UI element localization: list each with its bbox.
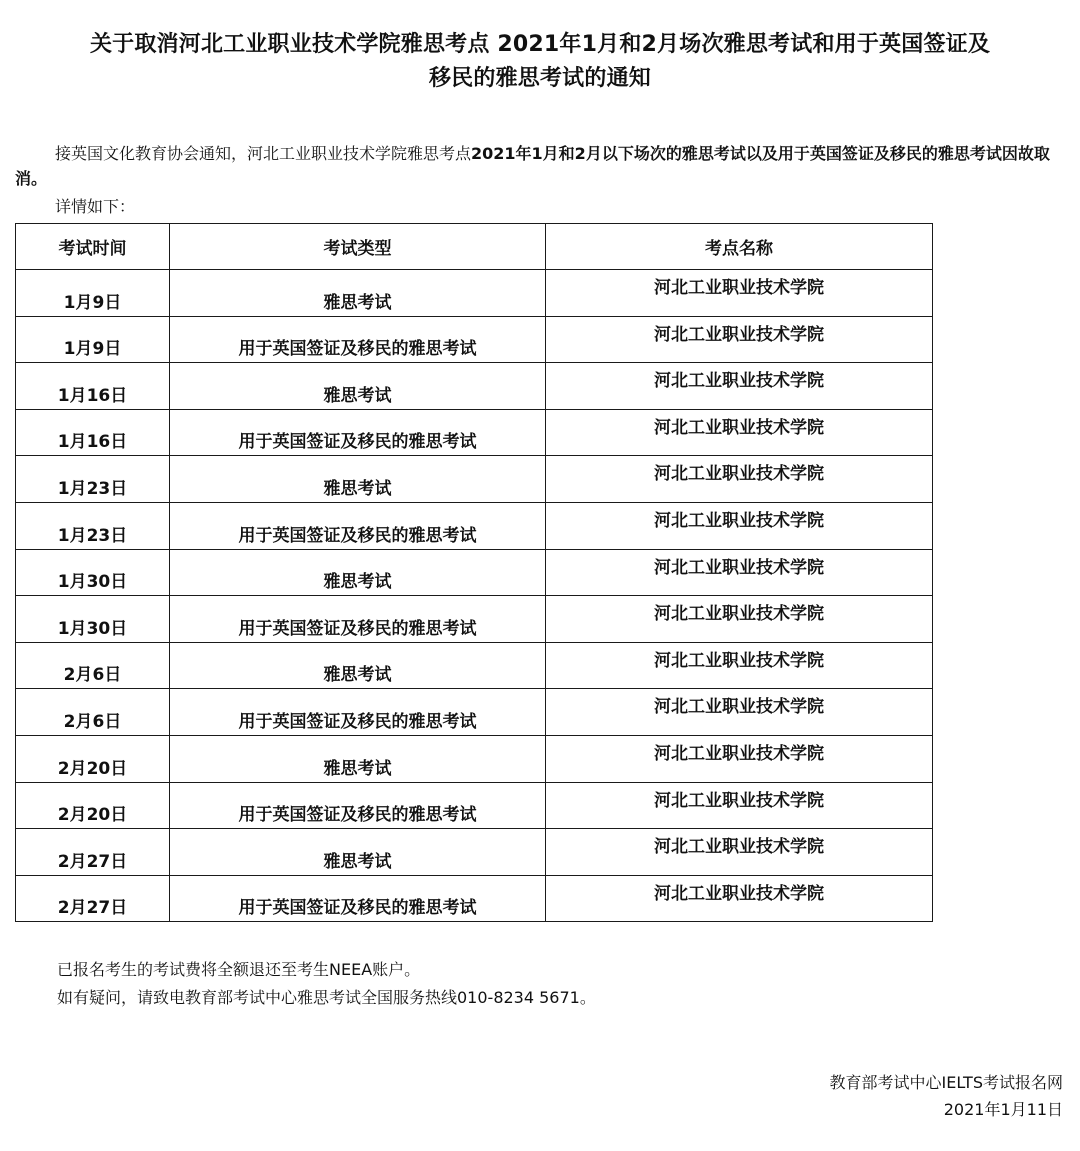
venue-name-cell — [546, 782, 933, 829]
header-venue-name: 考点名称 — [546, 224, 933, 270]
venue-name-cell-text: 河北工业职业技术学院 — [654, 371, 824, 392]
table-row — [16, 549, 933, 596]
footer-notes — [57, 956, 596, 1012]
table-body — [16, 270, 933, 922]
exam-date-cell — [16, 642, 170, 689]
exam-type-cell — [170, 689, 546, 736]
venue-name-cell-text: 河北工业职业技术学院 — [654, 743, 824, 764]
exam-date-cell — [16, 829, 170, 876]
exam-date-cell — [16, 316, 170, 363]
details-label: 详情如下： — [55, 197, 136, 216]
venue-name-cell — [546, 316, 933, 363]
intro-text: 接英国文化教育协会通知，河北工业职业技术学院雅思考点 — [55, 144, 472, 163]
table-row — [16, 642, 933, 689]
exam-type-cell — [170, 642, 546, 689]
exam-type-cell-text: 雅思考试 — [323, 665, 392, 686]
venue-name-cell — [546, 689, 933, 736]
exam-date-cell-text: 1月23日 — [57, 478, 128, 499]
exam-date-cell — [16, 782, 170, 829]
exam-date-cell — [16, 502, 170, 549]
venue-name-cell-text: 河北工业职业技术学院 — [654, 464, 824, 485]
venue-name-cell-text: 河北工业职业技术学院 — [654, 883, 824, 904]
exam-type-cell — [170, 316, 546, 363]
refund-note: 已报名考生的考试费将全额退还至考生NEEA账户。 — [57, 960, 421, 979]
venue-name-cell-text: 河北工业职业技术学院 — [654, 278, 824, 298]
intro-bold-text: 2021年1月和2月以下场次的雅思考试以及用于英国签证及移民的雅思考试因故取消。 — [15, 144, 1050, 188]
venue-name-cell — [546, 596, 933, 643]
exam-date-cell-text: 2月6日 — [63, 711, 122, 732]
exam-type-cell — [170, 409, 546, 456]
notice-title — [20, 28, 1060, 96]
exam-date-cell — [16, 456, 170, 503]
notice-title-line-2: 移民的雅思考试的通知 — [428, 66, 651, 91]
exam-type-cell-text: 用于英国签证及移民的雅思考试 — [238, 339, 477, 360]
exam-date-cell — [16, 363, 170, 410]
venue-name-cell-text: 河北工业职业技术学院 — [654, 510, 824, 531]
exam-type-cell-text: 雅思考试 — [323, 758, 392, 779]
exam-type-cell-text: 用于英国签证及移民的雅思考试 — [238, 525, 477, 546]
venue-name-cell-text: 河北工业职业技术学院 — [654, 604, 824, 625]
exam-date-cell-text: 2月27日 — [57, 898, 128, 919]
venue-name-cell — [546, 549, 933, 596]
exam-date-cell-text: 1月16日 — [57, 432, 128, 453]
table-row — [16, 782, 933, 829]
exam-type-cell — [170, 502, 546, 549]
cancelled-exams-table — [15, 223, 933, 922]
exam-type-cell-text: 用于英国签证及移民的雅思考试 — [238, 711, 477, 732]
table-row — [16, 829, 933, 876]
venue-name-cell — [546, 363, 933, 410]
exam-date-cell-text: 1月9日 — [63, 292, 122, 313]
exam-type-cell — [170, 829, 546, 876]
table-header-row — [16, 224, 933, 270]
venue-name-cell-text: 河北工业职业技术学院 — [654, 697, 824, 718]
exam-type-cell — [170, 270, 546, 317]
signature — [830, 1069, 1063, 1123]
venue-name-cell-text: 河北工业职业技术学院 — [654, 557, 824, 578]
intro-paragraph — [15, 141, 1070, 191]
table-row — [16, 363, 933, 410]
venue-name-cell — [546, 456, 933, 503]
hotline-note: 如有疑问，请致电教育部考试中心雅思考试全国服务热线010-8234 5671。 — [57, 988, 596, 1007]
venue-name-cell — [546, 409, 933, 456]
venue-name-cell — [546, 829, 933, 876]
exam-type-cell-text: 用于英国签证及移民的雅思考试 — [238, 618, 477, 639]
venue-name-cell-text: 河北工业职业技术学院 — [654, 790, 824, 811]
exam-type-cell — [170, 735, 546, 782]
venue-name-cell — [546, 270, 933, 317]
exam-date-cell — [16, 549, 170, 596]
exam-type-cell-text: 雅思考试 — [323, 572, 392, 593]
exam-type-cell-text: 用于英国签证及移民的雅思考试 — [238, 432, 477, 453]
exam-date-cell-text: 2月6日 — [63, 665, 122, 686]
exam-type-cell-text: 用于英国签证及移民的雅思考试 — [238, 805, 477, 826]
table-row — [16, 596, 933, 643]
table-row — [16, 456, 933, 503]
table-row — [16, 875, 933, 922]
header-exam-time: 考试时间 — [16, 224, 170, 270]
exam-type-cell — [170, 875, 546, 922]
table-row — [16, 409, 933, 456]
exam-date-cell-text: 1月30日 — [57, 572, 128, 593]
table-row — [16, 735, 933, 782]
venue-name-cell-text: 河北工业职业技术学院 — [654, 324, 824, 345]
exam-date-cell — [16, 270, 170, 317]
table-row — [16, 689, 933, 736]
exam-date-cell — [16, 596, 170, 643]
venue-name-cell — [546, 735, 933, 782]
exam-date-cell-text: 1月30日 — [57, 618, 128, 639]
table-row — [16, 270, 933, 317]
exam-date-cell-text: 2月20日 — [57, 758, 128, 779]
table-row — [16, 502, 933, 549]
exam-date-cell — [16, 875, 170, 922]
exam-type-cell — [170, 596, 546, 643]
exam-type-cell — [170, 363, 546, 410]
venue-name-cell-text: 河北工业职业技术学院 — [654, 417, 824, 438]
exam-type-cell — [170, 549, 546, 596]
exam-type-cell-text: 雅思考试 — [323, 851, 392, 872]
venue-name-cell — [546, 502, 933, 549]
table-row — [16, 316, 933, 363]
venue-name-cell-text: 河北工业职业技术学院 — [654, 650, 824, 671]
exam-type-cell-text: 雅思考试 — [323, 478, 392, 499]
venue-name-cell — [546, 875, 933, 922]
signature-org: 教育部考试中心IELTS考试报名网 — [829, 1073, 1063, 1092]
exam-date-cell-text: 2月20日 — [57, 805, 128, 826]
exam-type-cell-text: 用于英国签证及移民的雅思考试 — [238, 898, 477, 919]
exam-date-cell-text: 1月9日 — [63, 339, 122, 360]
notice-title-line-1: 关于取消河北工业职业技术学院雅思考点 2021年1月和2月场次雅思考试和用于英国签证及 — [89, 32, 991, 57]
exam-date-cell-text: 1月16日 — [57, 385, 128, 406]
venue-name-cell — [546, 642, 933, 689]
exam-date-cell — [16, 689, 170, 736]
header-exam-type: 考试类型 — [170, 224, 546, 270]
exam-date-cell-text: 2月27日 — [57, 851, 128, 872]
exam-type-cell — [170, 782, 546, 829]
venue-name-cell-text: 河北工业职业技术学院 — [654, 837, 824, 858]
exam-type-cell — [170, 456, 546, 503]
exam-date-cell — [16, 409, 170, 456]
exam-date-cell — [16, 735, 170, 782]
exam-date-cell-text: 1月23日 — [57, 525, 128, 546]
exam-type-cell-text: 雅思考试 — [323, 385, 392, 406]
exam-type-cell-text: 雅思考试 — [323, 292, 392, 313]
signature-date: 2021年1月11日 — [943, 1100, 1063, 1119]
